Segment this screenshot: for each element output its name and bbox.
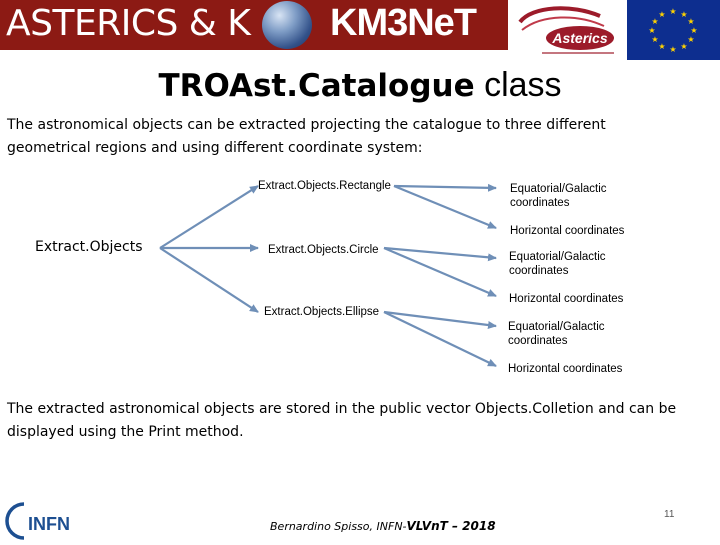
asterics-logo-text: Asterics [552,30,608,46]
output-rectangle-equatorial: Equatorial/Galactic coordinates [510,183,607,209]
method-rectangle-label: Extract.Objects.Rectangle [258,180,391,192]
arrow-circle-horizontal [384,248,496,296]
svg-text:★: ★ [651,35,659,44]
output-ellipse-equatorial: Equatorial/Galactic coordinates [508,321,605,347]
infn-logo-text: INFN [28,514,70,534]
intro-line: geometrical regions and using different coordinate system: [7,140,423,156]
svg-text:★: ★ [648,26,656,35]
infn-logo [2,500,84,540]
output-circle-equatorial: Equatorial/Galactic coordinates [509,251,606,277]
svg-text:★: ★ [680,42,688,51]
page-title-bold: TROAst.Catalogue [158,68,475,104]
svg-text:★: ★ [651,17,659,26]
outro-line: displayed using the Print method. [7,424,244,440]
arrow-rectangle-equatorial [394,186,496,188]
output-ellipse-horizontal: Horizontal coordinates [508,363,623,375]
page-title-rest: class [484,66,562,104]
arrow-root-ellipse [160,248,258,312]
svg-text:★: ★ [658,42,666,51]
km3net-logo: KM3NeT [330,2,477,44]
arrow-rectangle-horizontal [394,186,496,228]
output-circle-horizontal: Horizontal coordinates [509,293,624,305]
method-circle-label: Extract.Objects.Circle [268,244,379,256]
svg-text:★: ★ [687,17,695,26]
svg-text:★: ★ [687,35,695,44]
outro-paragraph [7,398,707,444]
page-number: 11 [664,509,675,520]
svg-text:★: ★ [658,10,666,19]
arrow-root-rectangle [160,186,258,248]
output-rectangle-horizontal: Horizontal coordinates [510,225,625,237]
method-ellipse-label: Extract.Objects.Ellipse [264,306,380,318]
arrow-circle-equatorial [384,248,496,258]
svg-text:★: ★ [680,10,688,19]
svg-text:★: ★ [690,26,698,35]
outro-line: The extracted astronomical objects are stored in the public vector Objects.Colletion and can be [7,401,677,417]
svg-text:★: ★ [669,45,677,54]
footer-author-name: Bernardino Spisso, INFN- [270,520,407,533]
footer-event: VLVnT – 2018 [406,519,496,533]
header-title: ASTERICS & K [6,3,251,44]
footer-author [270,519,496,533]
intro-line: The astronomical objects can be extracted projecting the catalogue to three different [7,117,606,133]
svg-text:★: ★ [669,7,677,16]
diagram-root-label: Extract.Objects [35,239,143,255]
